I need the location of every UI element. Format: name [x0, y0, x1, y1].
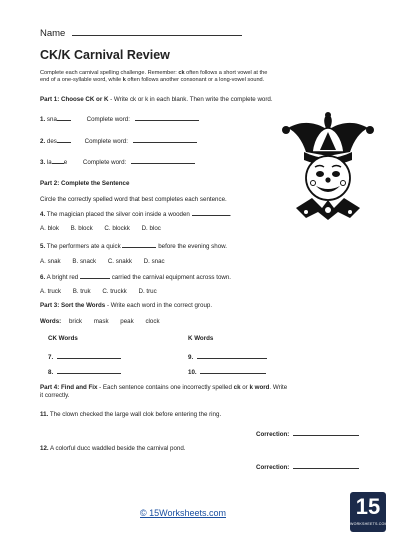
- option[interactable]: D. truc: [138, 288, 157, 295]
- part1-heading: Part 1: Choose CK or K: [40, 96, 109, 103]
- answer-line[interactable]: [133, 136, 197, 143]
- blank[interactable]: [52, 157, 64, 164]
- question-6: 6. A bright red carried the carnival equipment across town.: [40, 274, 232, 281]
- name-input-line[interactable]: [72, 26, 242, 36]
- word: mask: [93, 318, 109, 325]
- correction-11: Correction:: [256, 429, 359, 439]
- blank[interactable]: [57, 136, 71, 143]
- ck-words-heading: CK Words: [48, 335, 78, 342]
- option[interactable]: B. block: [70, 225, 93, 232]
- option[interactable]: C. snakk: [107, 258, 132, 265]
- part4-heading-row: Part 4: Find and Fix - Each sentence contains one incorrectly spelled ck or k word. Write it correctly.: [40, 384, 288, 399]
- blank[interactable]: [57, 114, 71, 121]
- sort-item-8: 8.: [48, 367, 121, 377]
- option[interactable]: D. snac: [143, 258, 165, 265]
- footer: [140, 503, 226, 521]
- question-5: 5. The performers ate a quick before the evening show.: [40, 243, 228, 250]
- word: clock: [145, 318, 160, 325]
- sort-item-7: 7.: [48, 352, 121, 362]
- option[interactable]: A. blok: [40, 225, 59, 232]
- option[interactable]: D. bloc: [141, 225, 161, 232]
- sort-item-9: 9.: [188, 352, 267, 362]
- intro-text: Complete each carnival spelling challenge. Remember: ck often follows a short vowel at the end of a one-syllable word, while k often follows another consonant or a long-vowel sound.: [40, 70, 268, 83]
- word: peak: [120, 318, 134, 325]
- option[interactable]: C. truckk: [102, 288, 127, 295]
- part3-heading-row: [40, 302, 212, 310]
- logo-text: WORKSHEETS.COM: [350, 522, 388, 526]
- option[interactable]: A. truck: [40, 288, 61, 295]
- answer-line[interactable]: [57, 352, 121, 359]
- part1-heading-row: [40, 96, 273, 104]
- blank[interactable]: [192, 209, 230, 216]
- part1-item-3: 3. la e Complete word:: [40, 157, 195, 167]
- word: brick: [68, 318, 83, 325]
- jester-illustration: [276, 112, 380, 224]
- answer-line[interactable]: [197, 352, 267, 359]
- answer-line[interactable]: [131, 157, 195, 164]
- fix-item-12: 12. A colorful ducc waddled beside the carnival pond.: [40, 445, 186, 452]
- part1-item-2: 2. des Complete word:: [40, 136, 197, 146]
- question-6-options: [40, 288, 157, 296]
- option[interactable]: C. blockk: [104, 225, 130, 232]
- part1-item-1: 1. sna Complete word:: [40, 114, 199, 124]
- sort-item-10: 10.: [188, 367, 266, 377]
- name-row: [40, 26, 242, 39]
- blank[interactable]: [80, 272, 110, 279]
- word-bank: Words: brick mask peak clock: [40, 318, 160, 325]
- footer-link[interactable]: © 15Worksheets.com: [140, 508, 226, 518]
- part1-instruction: - Write ck or k in each blank. Then write the complete word.: [108, 96, 273, 103]
- option[interactable]: B. snack: [72, 258, 97, 265]
- question-5-options: [40, 258, 165, 266]
- answer-line[interactable]: [135, 114, 199, 121]
- part2-heading: Part 2: Complete the Sentence: [40, 180, 130, 187]
- correction-12: Correction:: [256, 462, 359, 472]
- part4-heading: Part 4: Find and Fix: [40, 384, 98, 391]
- part2-instruction: Circle the correctly spelled word that best completes each sentence.: [40, 196, 227, 203]
- site-logo: [350, 492, 386, 532]
- answer-line[interactable]: [57, 367, 121, 374]
- option[interactable]: A. snak: [40, 258, 61, 265]
- blank[interactable]: [122, 241, 156, 248]
- correction-line[interactable]: [293, 462, 359, 469]
- k-words-heading: K Words: [188, 335, 214, 342]
- question-4-options: [40, 225, 161, 233]
- answer-line[interactable]: [200, 367, 266, 374]
- correction-line[interactable]: [293, 429, 359, 436]
- page-title: CK/K Carnival Review: [40, 48, 170, 62]
- part3-heading: Part 3: Sort the Words: [40, 302, 106, 309]
- logo-number: 15: [355, 494, 381, 519]
- option[interactable]: B. truk: [72, 288, 91, 295]
- fix-item-11: 11. The clown checked the large wall clok before entering the ring.: [40, 411, 222, 418]
- question-4: 4. The magician placed the silver coin inside a wooden .: [40, 211, 232, 218]
- part3-instruction: - Write each word in the correct group.: [105, 302, 213, 309]
- name-label: Name: [40, 28, 66, 39]
